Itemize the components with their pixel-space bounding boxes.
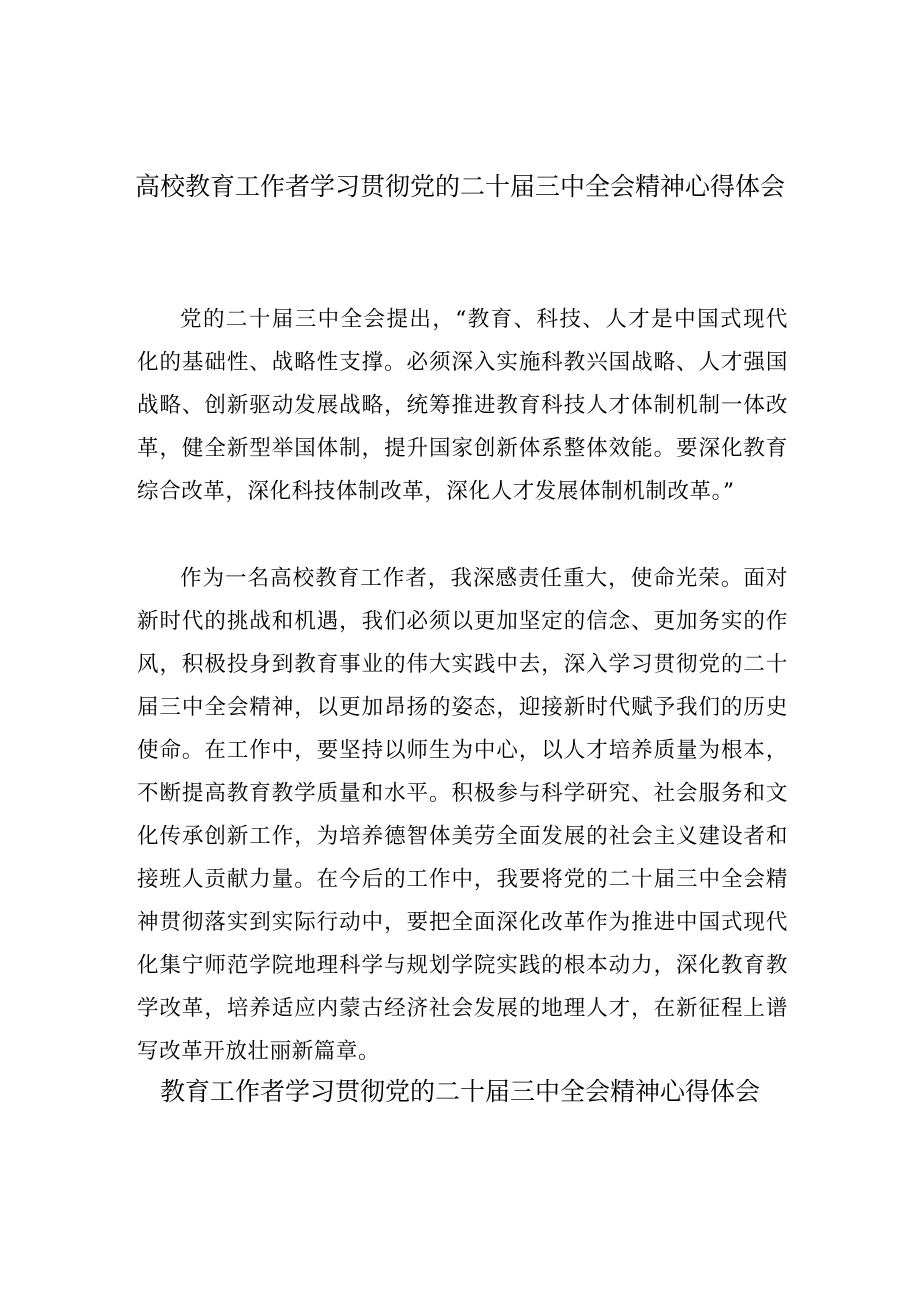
next-document-title: 教育工作者学习贯彻党的二十届三中全会精神心得体会 bbox=[159, 1077, 760, 1106]
body-paragraph: 作为一名高校教育工作者，我深感责任重大，使命光荣。面对新时代的挑战和机遇，我们必须以更加坚定的信念、更加务实的作风，积极投身到教育事业的伟大实践中去，深入学习贯彻党的二十届三中全会精神，以更加昂扬的姿态，迎接新时代赋予我们的历史使命。在工作中，要坚持以师生为中心，以人才培养质量为根本，不断提高教育教学质量和水平。积极参与科学研究、社会服务和文化传承创新工作，为培养德智体美劳全面发展的社会主义建设者和接班人贡献力量。在今后的工作中，我要将党的二十届三中全会精神贯彻落实到实际行动中，要把全面深化改革作为推进中国式现代化集宁师范学院地理科学与规划学院实践的根本动力，深化教育教学改革，培养适应内蒙古经济社会发展的地理人才，在新征程上谱写改革开放壮丽新篇章。 bbox=[137, 566, 788, 1064]
document-title: 高校教育工作者学习贯彻党的二十届三中全会精神心得体会 bbox=[134, 172, 785, 201]
body-paragraph: 党的二十届三中全会提出，“教育、科技、人才是中国式现代化的基础性、战略性支撑。必须深入实施科教兴国战略、人才强国战略、创新驱动发展战略，统筹推进教育科技人才体制机制一体改革，健全新型举国体制，提升国家创新体系整体效能。要深化教育综合改革，深化科技体制改革，深化人才发展体制机制改革。” bbox=[137, 307, 788, 504]
